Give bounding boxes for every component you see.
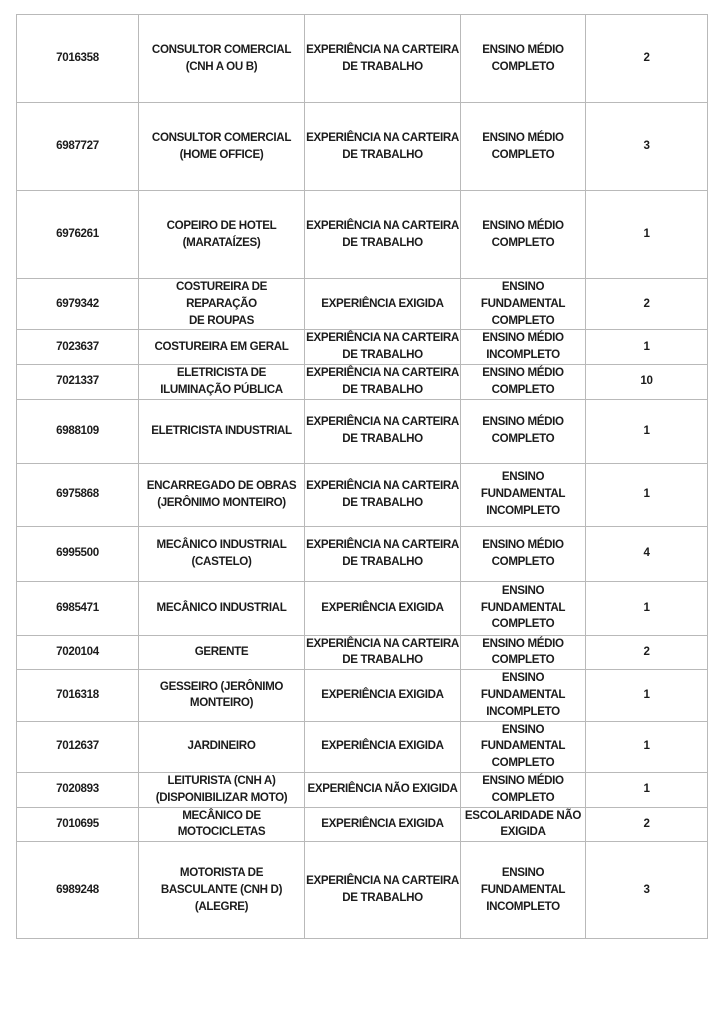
education-requirement-cell: ENSINO MÉDIO COMPLETO [461, 103, 586, 191]
education-requirement-cell: ENSINO MÉDIO COMPLETO [461, 526, 586, 581]
experience-requirement-cell: EXPERIÊNCIA NA CARTEIRA DE TRABALHO [305, 463, 461, 526]
vacancy-code-cell: 6987727 [17, 103, 139, 191]
vacancy-count-cell: 1 [586, 191, 708, 279]
table-body [17, 15, 708, 939]
job-vacancies-table [16, 14, 708, 939]
experience-requirement-cell: EXPERIÊNCIA NA CARTEIRA DE TRABALHO [305, 635, 461, 670]
job-title-cell: COSTUREIRA EM GERAL [139, 330, 305, 365]
experience-requirement-cell: EXPERIÊNCIA NA CARTEIRA DE TRABALHO [305, 103, 461, 191]
job-vacancies-sheet [16, 14, 707, 939]
job-title-cell: GERENTE [139, 635, 305, 670]
job-title-cell: CONSULTOR COMERCIAL (HOME OFFICE) [139, 103, 305, 191]
education-requirement-cell: ENSINO MÉDIO COMPLETO [461, 772, 586, 807]
job-title-cell: CONSULTOR COMERCIAL (CNH A OU B) [139, 15, 305, 103]
job-title-cell: COSTUREIRA DE REPARAÇÃO DE ROUPAS [139, 279, 305, 330]
vacancy-count-cell: 1 [586, 399, 708, 463]
education-requirement-cell: ENSINO MÉDIO COMPLETO [461, 364, 586, 399]
table-row [17, 15, 708, 103]
education-requirement-cell: ENSINO MÉDIO INCOMPLETO [461, 330, 586, 365]
table-row [17, 364, 708, 399]
table-row [17, 191, 708, 279]
vacancy-code-cell: 7020104 [17, 635, 139, 670]
experience-requirement-cell: EXPERIÊNCIA NA CARTEIRA DE TRABALHO [305, 364, 461, 399]
vacancy-code-cell: 6976261 [17, 191, 139, 279]
table-row [17, 526, 708, 581]
job-title-cell: GESSEIRO (JERÔNIMO MONTEIRO) [139, 670, 305, 721]
table-row [17, 635, 708, 670]
job-title-cell: JARDINEIRO [139, 721, 305, 772]
vacancy-code-cell: 6988109 [17, 399, 139, 463]
vacancy-count-cell: 1 [586, 463, 708, 526]
vacancy-count-cell: 3 [586, 103, 708, 191]
experience-requirement-cell: EXPERIÊNCIA EXIGIDA [305, 279, 461, 330]
table-row [17, 103, 708, 191]
vacancy-code-cell: 7016318 [17, 670, 139, 721]
education-requirement-cell: ENSINO FUNDAMENTAL COMPLETO [461, 721, 586, 772]
job-title-cell: MECÂNICO INDUSTRIAL [139, 581, 305, 635]
table-row [17, 721, 708, 772]
vacancy-code-cell: 7010695 [17, 807, 139, 842]
experience-requirement-cell: EXPERIÊNCIA NA CARTEIRA DE TRABALHO [305, 15, 461, 103]
experience-requirement-cell: EXPERIÊNCIA EXIGIDA [305, 581, 461, 635]
vacancy-count-cell: 2 [586, 279, 708, 330]
education-requirement-cell: ENSINO FUNDAMENTAL COMPLETO [461, 279, 586, 330]
vacancy-count-cell: 1 [586, 581, 708, 635]
table-row [17, 807, 708, 842]
job-title-cell: ENCARREGADO DE OBRAS (JERÔNIMO MONTEIRO) [139, 463, 305, 526]
experience-requirement-cell: EXPERIÊNCIA EXIGIDA [305, 670, 461, 721]
table-row [17, 842, 708, 939]
table-row [17, 463, 708, 526]
table-row [17, 399, 708, 463]
job-title-cell: MOTORISTA DE BASCULANTE (CNH D) (ALEGRE) [139, 842, 305, 939]
vacancy-count-cell: 3 [586, 842, 708, 939]
education-requirement-cell: ENSINO FUNDAMENTAL COMPLETO [461, 581, 586, 635]
table-row [17, 670, 708, 721]
vacancy-code-cell: 6975868 [17, 463, 139, 526]
vacancy-count-cell: 1 [586, 330, 708, 365]
education-requirement-cell: ESCOLARIDADE NÃO EXIGIDA [461, 807, 586, 842]
table-row [17, 330, 708, 365]
experience-requirement-cell: EXPERIÊNCIA NA CARTEIRA DE TRABALHO [305, 842, 461, 939]
education-requirement-cell: ENSINO MÉDIO COMPLETO [461, 635, 586, 670]
vacancy-code-cell: 6985471 [17, 581, 139, 635]
vacancy-code-cell: 6995500 [17, 526, 139, 581]
vacancy-code-cell: 7021337 [17, 364, 139, 399]
vacancy-code-cell: 6979342 [17, 279, 139, 330]
experience-requirement-cell: EXPERIÊNCIA NÃO EXIGIDA [305, 772, 461, 807]
job-title-cell: COPEIRO DE HOTEL (MARATAÍZES) [139, 191, 305, 279]
vacancy-count-cell: 1 [586, 721, 708, 772]
vacancy-code-cell: 6989248 [17, 842, 139, 939]
vacancy-count-cell: 1 [586, 772, 708, 807]
job-title-cell: MECÂNICO DE MOTOCICLETAS [139, 807, 305, 842]
education-requirement-cell: ENSINO FUNDAMENTAL INCOMPLETO [461, 842, 586, 939]
job-title-cell: LEITURISTA (CNH A) (DISPONIBILIZAR MOTO) [139, 772, 305, 807]
job-title-cell: MECÂNICO INDUSTRIAL (CASTELO) [139, 526, 305, 581]
job-title-cell: ELETRICISTA INDUSTRIAL [139, 399, 305, 463]
education-requirement-cell: ENSINO MÉDIO COMPLETO [461, 191, 586, 279]
vacancy-count-cell: 1 [586, 670, 708, 721]
table-row [17, 279, 708, 330]
vacancy-count-cell: 4 [586, 526, 708, 581]
vacancy-count-cell: 2 [586, 15, 708, 103]
education-requirement-cell: ENSINO MÉDIO COMPLETO [461, 399, 586, 463]
experience-requirement-cell: EXPERIÊNCIA NA CARTEIRA DE TRABALHO [305, 191, 461, 279]
experience-requirement-cell: EXPERIÊNCIA NA CARTEIRA DE TRABALHO [305, 330, 461, 365]
vacancy-count-cell: 2 [586, 807, 708, 842]
experience-requirement-cell: EXPERIÊNCIA EXIGIDA [305, 721, 461, 772]
table-row [17, 581, 708, 635]
experience-requirement-cell: EXPERIÊNCIA NA CARTEIRA DE TRABALHO [305, 399, 461, 463]
experience-requirement-cell: EXPERIÊNCIA EXIGIDA [305, 807, 461, 842]
education-requirement-cell: ENSINO FUNDAMENTAL INCOMPLETO [461, 670, 586, 721]
vacancy-count-cell: 10 [586, 364, 708, 399]
vacancy-code-cell: 7016358 [17, 15, 139, 103]
education-requirement-cell: ENSINO MÉDIO COMPLETO [461, 15, 586, 103]
table-row [17, 772, 708, 807]
vacancy-code-cell: 7012637 [17, 721, 139, 772]
vacancy-code-cell: 7023637 [17, 330, 139, 365]
education-requirement-cell: ENSINO FUNDAMENTAL INCOMPLETO [461, 463, 586, 526]
vacancy-code-cell: 7020893 [17, 772, 139, 807]
vacancy-count-cell: 2 [586, 635, 708, 670]
job-title-cell: ELETRICISTA DE ILUMINAÇÃO PÚBLICA [139, 364, 305, 399]
experience-requirement-cell: EXPERIÊNCIA NA CARTEIRA DE TRABALHO [305, 526, 461, 581]
